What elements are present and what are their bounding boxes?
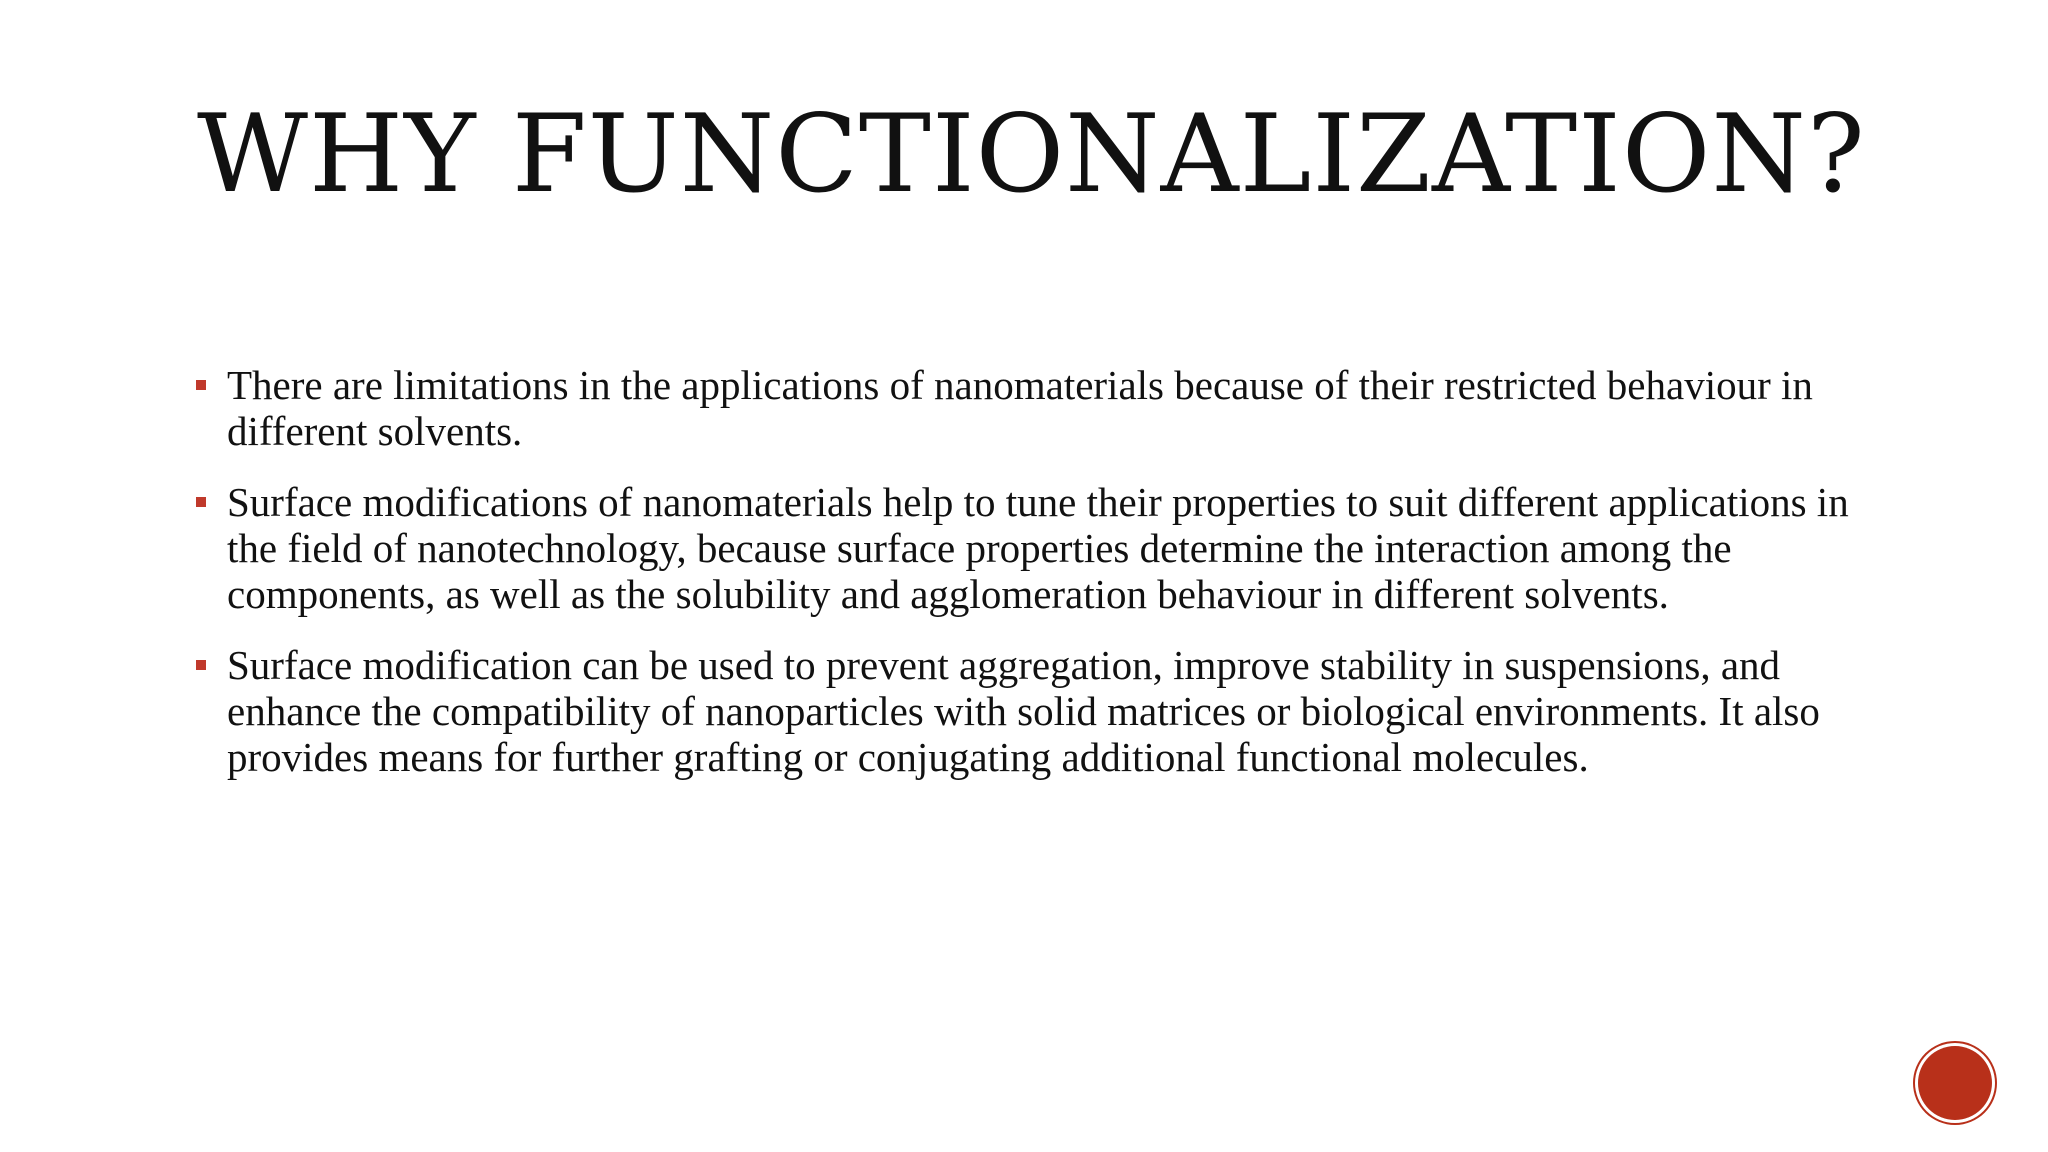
square-bullet-icon bbox=[196, 380, 206, 390]
bullet-text: There are limitations in the applications of nanomaterials because of their restricted behaviour in different solvents. bbox=[227, 362, 1813, 454]
bullet-item bbox=[196, 362, 1876, 454]
square-bullet-icon bbox=[196, 660, 206, 670]
bullet-item bbox=[196, 479, 1876, 617]
bullet-list bbox=[196, 362, 1876, 805]
bullet-item bbox=[196, 642, 1876, 780]
next-slide-circle-icon[interactable] bbox=[1918, 1046, 1992, 1120]
square-bullet-icon bbox=[196, 497, 206, 507]
slide-title: WHY FUNCTIONALIZATION? bbox=[197, 92, 1866, 217]
bullet-text: Surface modifications of nanomaterials help to tune their properties to suit different applications in the field of nanotechnology, because surface properties determine the interaction among the components, as well as the solubility and agglomeration behaviour in different solvents. bbox=[227, 479, 1849, 617]
bullet-text: Surface modification can be used to prevent aggregation, improve stability in suspensions, and enhance the compatibility of nanoparticles with solid matrices or biological environments. It also provides means for further grafting or conjugating additional functional molecules. bbox=[227, 642, 1820, 780]
